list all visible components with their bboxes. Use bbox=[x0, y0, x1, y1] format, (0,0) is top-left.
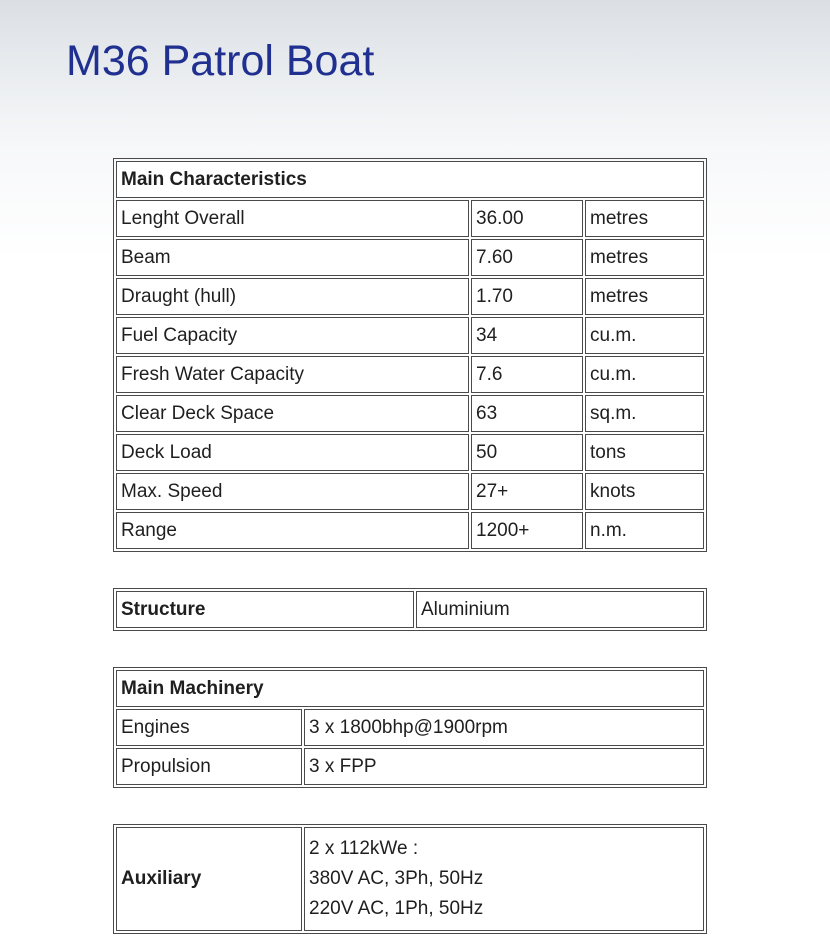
spec-label: Clear Deck Space bbox=[116, 395, 469, 432]
spec-label: Beam bbox=[116, 239, 469, 276]
spec-unit: cu.m. bbox=[585, 317, 704, 354]
spec-label: Draught (hull) bbox=[116, 278, 469, 315]
spec-value: 1200+ bbox=[471, 512, 583, 549]
spec-value: 36.00 bbox=[471, 200, 583, 237]
spec-unit: metres bbox=[585, 200, 704, 237]
table-row bbox=[116, 278, 704, 315]
spec-label: Lenght Overall bbox=[116, 200, 469, 237]
spec-unit: tons bbox=[585, 434, 704, 471]
table-header-row bbox=[116, 161, 704, 198]
spec-label: Deck Load bbox=[116, 434, 469, 471]
spec-value: 63 bbox=[471, 395, 583, 432]
auxiliary-line: 220V AC, 1Ph, 50Hz bbox=[309, 898, 484, 919]
table-row bbox=[116, 434, 704, 471]
spec-unit: cu.m. bbox=[585, 356, 704, 393]
spec-value: 34 bbox=[471, 317, 583, 354]
spec-label: Range bbox=[116, 512, 469, 549]
spec-label: Engines bbox=[116, 709, 302, 746]
table-row bbox=[116, 591, 704, 628]
table-header-row bbox=[116, 670, 704, 707]
table-row bbox=[116, 748, 704, 785]
spec-unit: knots bbox=[585, 473, 704, 510]
structure-table bbox=[113, 588, 707, 631]
table-row bbox=[116, 356, 704, 393]
spec-unit: metres bbox=[585, 278, 704, 315]
table-row bbox=[116, 239, 704, 276]
spec-label: Fuel Capacity bbox=[116, 317, 469, 354]
structure-label: Structure bbox=[116, 591, 414, 628]
auxiliary-label: Auxiliary bbox=[116, 827, 302, 931]
table-row bbox=[116, 709, 704, 746]
spec-value: 3 x 1800bhp@1900rpm bbox=[304, 709, 704, 746]
main-machinery-table bbox=[113, 667, 707, 788]
spec-label: Propulsion bbox=[116, 748, 302, 785]
page-title: M36 Patrol Boat bbox=[66, 37, 375, 85]
structure-value: Aluminium bbox=[416, 591, 704, 628]
table-row bbox=[116, 200, 704, 237]
table-row bbox=[116, 512, 704, 549]
spec-value: 7.6 bbox=[471, 356, 583, 393]
spec-label: Max. Speed bbox=[116, 473, 469, 510]
spec-unit: metres bbox=[585, 239, 704, 276]
table-row bbox=[116, 473, 704, 510]
main-characteristics-header: Main Characteristics bbox=[116, 161, 704, 198]
spec-value: 1.70 bbox=[471, 278, 583, 315]
table-row bbox=[116, 317, 704, 354]
spec-unit: sq.m. bbox=[585, 395, 704, 432]
spec-value: 50 bbox=[471, 434, 583, 471]
auxiliary-table bbox=[113, 824, 707, 934]
spec-value: 3 x FPP bbox=[304, 748, 704, 785]
main-machinery-header: Main Machinery bbox=[116, 670, 704, 707]
spec-value: 27+ bbox=[471, 473, 583, 510]
spec-value: 7.60 bbox=[471, 239, 583, 276]
main-characteristics-table bbox=[113, 158, 707, 552]
spec-unit: n.m. bbox=[585, 512, 704, 549]
table-row bbox=[116, 827, 704, 931]
content bbox=[113, 158, 707, 934]
spec-label: Fresh Water Capacity bbox=[116, 356, 469, 393]
auxiliary-line: 2 x 112kWe : bbox=[309, 838, 419, 859]
auxiliary-value bbox=[304, 827, 704, 931]
auxiliary-line: 380V AC, 3Ph, 50Hz bbox=[309, 868, 484, 889]
table-row bbox=[116, 395, 704, 432]
